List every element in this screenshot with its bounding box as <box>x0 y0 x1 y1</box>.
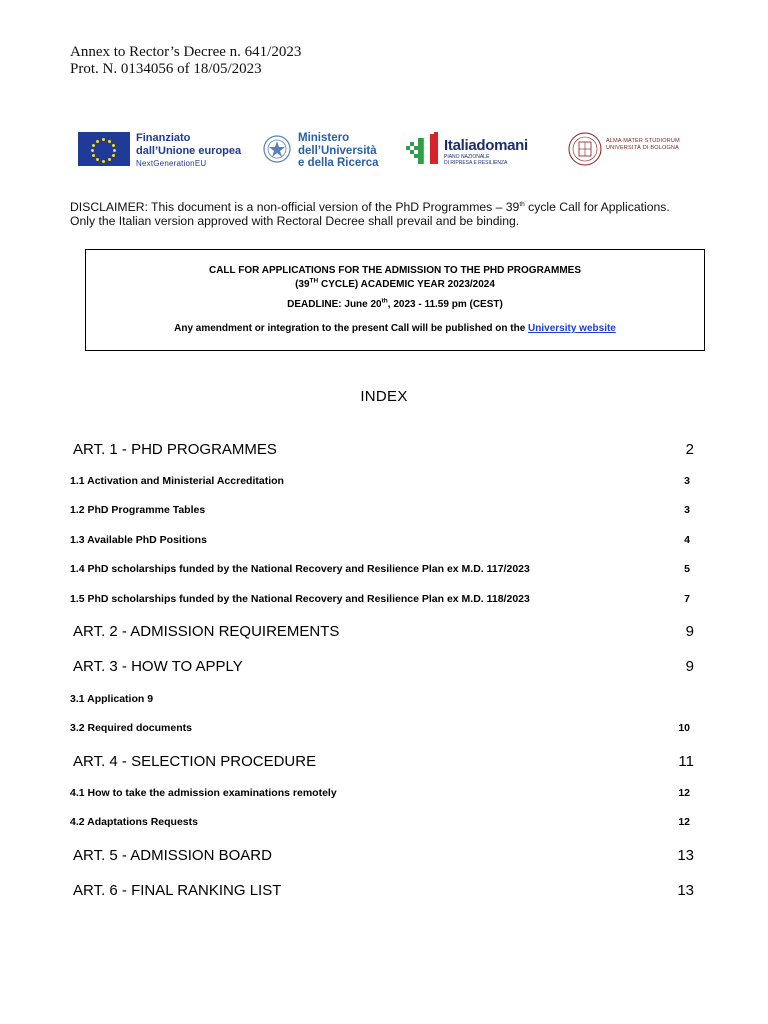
eu-logo-line2: dall’Unione europea <box>136 145 242 157</box>
italiadomani-logo <box>404 128 554 172</box>
call-title-line1: CALL FOR APPLICATIONS FOR THE ADMISSION TO THE PHD PROGRAMMES <box>208 265 582 276</box>
italiadomani-name: Italiadomani <box>444 137 528 154</box>
italiadomani-mosaic-icon <box>404 132 442 168</box>
ministry-logo-line1: Ministero <box>298 132 350 144</box>
university-website-link[interactable]: University website <box>528 323 616 334</box>
italiadomani-line2: DI RIPRESA E RESILIENZA <box>444 160 508 166</box>
ministry-logo <box>262 128 382 172</box>
annex-decree-line: Annex to Rector’s Decree n. 641/2023 <box>70 44 302 60</box>
eu-funding-logo <box>78 128 248 172</box>
annex-header <box>70 44 301 78</box>
call-title-line2: (39TH CYCLE) ACADEMIC YEAR 2023/2024 <box>295 277 495 290</box>
disclaimer-after: cycle Call for Applications. Only the Italian version approved with Rectoral Decree shall prevail and be binding. <box>70 200 670 228</box>
unibo-logo <box>568 128 698 172</box>
toc-entry-page: 9 <box>685 658 694 675</box>
unibo-line1: ALMA MATER STUDIORUM <box>606 138 680 144</box>
italian-emblem-icon <box>262 132 292 166</box>
toc-entry-page: 2 <box>685 441 694 458</box>
call-amendment-note: Any amendment or integration to the present Call will be published on the University website <box>174 323 616 334</box>
toc-entry-page: 11 <box>678 753 694 770</box>
toc-entry-label: ART. 5 - ADMISSION BOARD <box>73 847 272 864</box>
toc-entry-page: 9 <box>685 623 694 640</box>
toc-entry-page: 7 <box>684 593 690 605</box>
toc-entry-label: 4.2 Adaptations Requests <box>70 816 198 828</box>
italiadomani-line1: PIANO NAZIONALE <box>444 154 490 160</box>
toc-entry-page: 13 <box>677 847 694 864</box>
toc-entry-label: 1.2 PhD Programme Tables <box>70 504 206 516</box>
toc-entry-page: 3 <box>684 504 690 516</box>
toc-entry-label: ART. 6 - FINAL RANKING LIST <box>73 882 282 899</box>
toc-entry-page: 12 <box>678 816 690 828</box>
ministry-logo-line2: dell’Università <box>298 144 377 157</box>
toc-entry-label: 1.3 Available PhD Positions <box>70 534 207 546</box>
logo-strip <box>78 128 698 172</box>
toc-entry-page: 12 <box>678 787 690 799</box>
call-info-box <box>85 249 705 351</box>
call-deadline: DEADLINE: June 20th, 2023 - 11.59 pm (CEST) <box>287 297 503 310</box>
toc-entry-label: 1.1 Activation and Ministerial Accreditation <box>70 475 284 487</box>
toc-entry-label: ART. 1 - PHD PROGRAMMES <box>73 441 277 458</box>
disclaimer-before: DISCLAIMER: This document is a non-official version of the PhD Programmes – 39 <box>70 200 520 214</box>
toc-entry-page: 10 <box>678 722 690 734</box>
call-title <box>86 264 704 292</box>
toc-entry-label: 3.2 Required documents <box>70 722 192 734</box>
toc-entry-label: 1.4 PhD scholarships funded by the National Recovery and Resilience Plan ex M.D. 117/2023 <box>70 563 530 575</box>
toc-entry-label: ART. 3 - HOW TO APPLY <box>73 658 243 675</box>
disclaimer-text <box>70 200 670 228</box>
toc-entry-page: 3 <box>684 475 690 487</box>
toc-entry-page: 13 <box>677 882 694 899</box>
index-title: INDEX <box>360 388 408 405</box>
toc-entry-label: 3.1 Application 9 <box>70 693 154 705</box>
toc-entry-label: ART. 4 - SELECTION PROCEDURE <box>73 753 317 770</box>
eu-flag-icon <box>78 132 130 166</box>
unibo-line2: UNIVERSITÀ DI BOLOGNA <box>606 145 679 151</box>
disclaimer-sup: th <box>519 200 525 208</box>
toc-entry-label: 1.5 PhD scholarships funded by the National Recovery and Resilience Plan ex M.D. 118/2023 <box>70 593 530 605</box>
annex-protocol-line: Prot. N. 0134056 of 18/05/2023 <box>70 61 262 77</box>
eu-logo-line3: NextGenerationEU <box>136 159 207 168</box>
toc-entry-label: ART. 2 - ADMISSION REQUIREMENTS <box>73 623 340 640</box>
ministry-logo-line3: e della Ricerca <box>298 157 379 169</box>
toc-entry-page: 4 <box>684 534 690 546</box>
toc-entry-label: 4.1 How to take the admission examinations remotely <box>70 787 337 799</box>
unibo-seal-icon <box>568 130 602 168</box>
toc-entry-page: 5 <box>684 563 690 575</box>
eu-logo-line1: Finanziato <box>136 132 191 144</box>
